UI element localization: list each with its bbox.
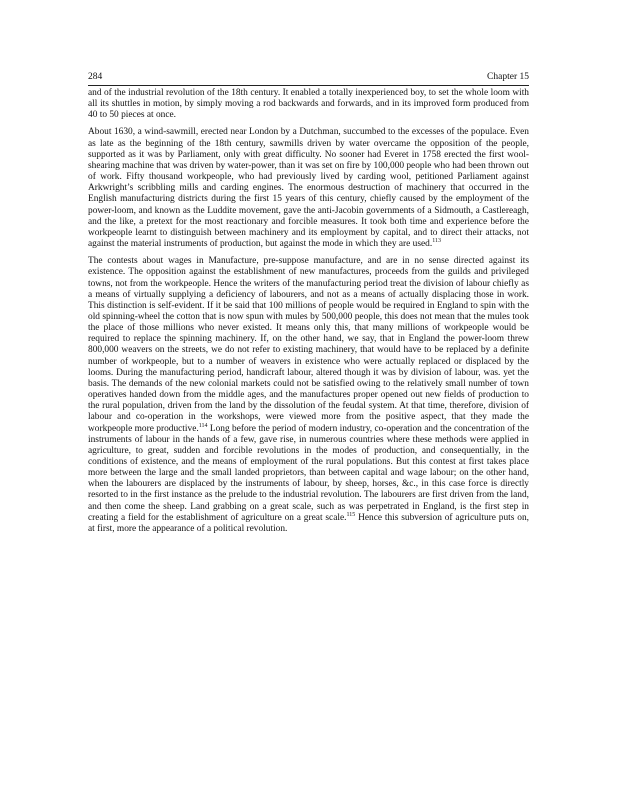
paragraph-3-text-a: The contests about wages in Manufacture, pre-suppose manufacture, and are in no sense directed against its existence. The opposition against the establishment of new manufactures, proceeds from the guilds and privileged towns, not from the workpeople. Hence the writers of the manufacturing period treat the division of labour chiefly as a means of virtually supplying a deficiency of labourers, and not as a means of actually displacing those in work. This distinction is self-evident. If it be said that 100 millions of people would be required in England to spin with the old spinning-wheel the cotton that is now spun with mules by 500,000 people, this does not mean that the mules took the place of those millions who never existed. It means only this, that many millions of workpeople would be required to replace the spinning machinery. If, on the other hand, we say, that in England the power-loom threw 800,000 weavers on the streets, we do not refer to existing machinery, that would have to be replaced by a definite number of workpeople, but to a number of weavers in existence who were actually replaced or displaced by the looms. During the manufacturing period, handicraft labour, altered though it was by division of labour, was. yet the basis. The demands of the new colonial markets could not be satisfied owing to the relatively small number of town operatives handed down from the middle ages, and the manufactures proper opened out new fields of production to the rural population, driven from the land by the dissolution of the feudal system. At that time, therefore, division of labour and co-operation in the workshops, were viewed more from the positive aspect, that they made the workpeople more productive. [88,256,529,434]
footnote-ref-115[interactable]: 115 [346,511,356,518]
paragraph-3-text-c: Hence this subversion of agriculture puts on, at first, more the appearance of a political revolution. [88,512,529,534]
chapter-label: Chapter 15 [487,72,529,82]
paragraph-1 [88,88,529,121]
paragraph-3-text-b: Long before the period of modern industry, co-operation and the concentration of the instruments of labour in the hands of a few, gave rise, in numerous countries where these methods were applied in agriculture, to great, sudden and forcible revolutions in the modes of production, and consequentially, in the conditions of existence, and the means of employment of the rural populations. But this contest at first takes place more between the large and the small landed proprietors, than between capital and wage labour; on the other hand, when the labourers are displaced by the instruments of labour, by sheep, horses, &c., in this case force is directly resorted to in the first instance as the prelude to the industrial revolution. The labourers are first driven from the land, and then come the sheep. Land grabbing on a great scale, such as was perpetrated in England, is the first step in creating a field for the establishment of agriculture on a great scale. [88,423,529,523]
running-header [88,72,529,83]
header-rule [88,85,529,86]
body-text [88,88,529,541]
page-number: 284 [88,72,103,82]
footnote-ref-113[interactable]: 113 [432,238,441,245]
paragraph-2-text: About 1630, a wind-sawmill, erected near London by a Dutchman, succumbed to the excesses of the populace. Even as late as the beginning of the 18th century, sawmills driven by water overcame the opposition of the people, supported as it was by Parliament, only with great difficulty. No sooner had Everet in 1758 erected the first wool-shearing machine that was driven by water-power, than it was set on fire by 100,000 people who had been thrown out of work. Fifty thousand workpeople, who had previously lived by carding wool, petitioned Parliament against Arkwright’s scribbling mills and carding engines. The enormous destruction of machinery that occurred in the English manufacturing districts during the first 15 years of this century, chiefly caused by the employment of the power-loom, and known as the Luddite movement, gave the anti-Jacobin governments of a Sidmouth, a Castlereagh, and the like, a pretext for the most reactionary and forcible measures. It took both time and experience before the workpeople learnt to distinguish between machinery and its employment by capital, and to direct their attacks, not against the material instruments of production, but against the mode in which they are used. [88,127,529,250]
footnote-ref-114[interactable]: 114 [198,422,208,429]
paragraph-2 [88,127,529,250]
paragraph-3 [88,256,529,535]
paragraph-1-text: and of the industrial revolution of the 18th century. It enabled a totally inexperienced boy, to set the whole loom with all its shuttles in motion, by simply moving a rod backwards and forwards, and in its improved form produced from 40 to 50 pieces at once. [88,88,529,121]
